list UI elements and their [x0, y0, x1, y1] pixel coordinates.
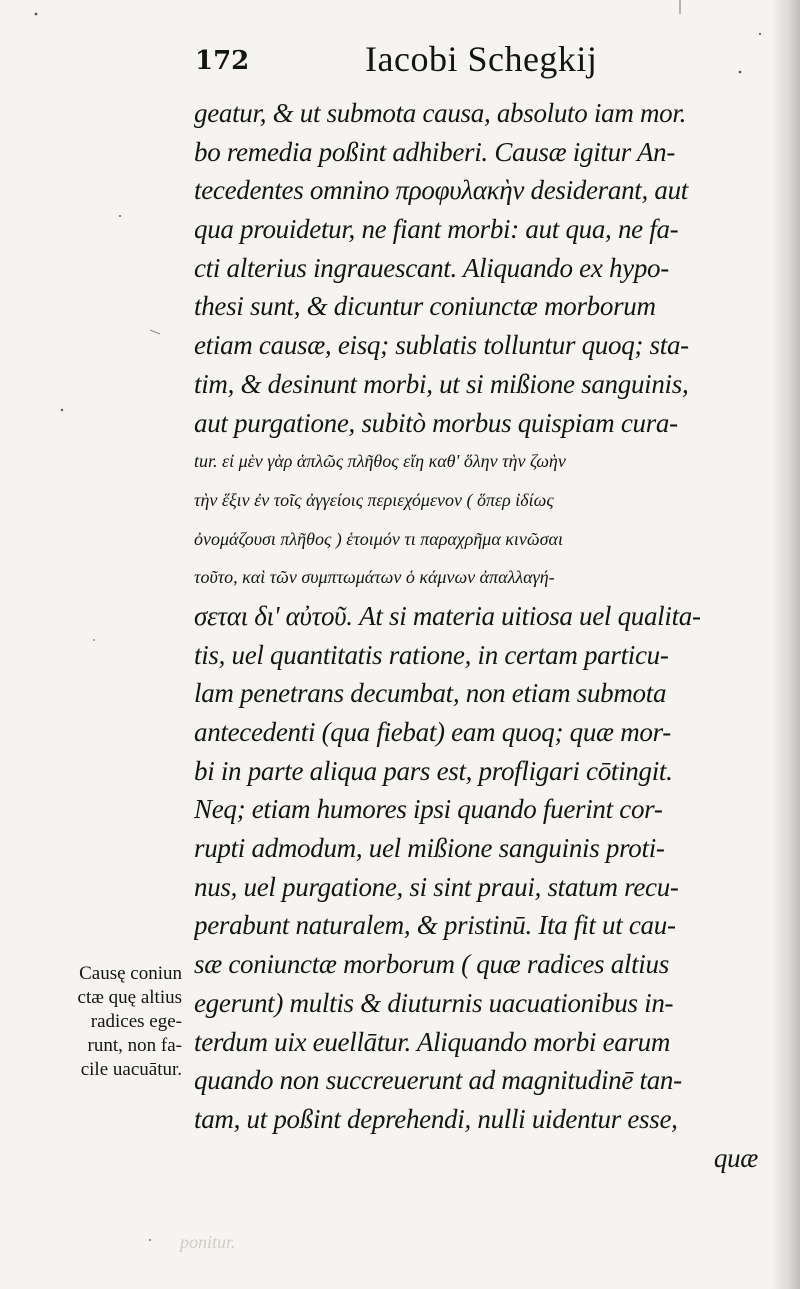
text-line: rupti admodum, uel mißione sanguinis proti-: [194, 833, 665, 864]
text-line: Neq; etiam humores ipsi quando fuerint cor-: [194, 794, 663, 825]
text-line: qua prouidetur, ne fiant morbi: aut qua, ne fa-: [194, 214, 679, 245]
text-line: etiam causæ, eisq; sublatis tolluntur quoq; sta-: [194, 330, 689, 361]
greek-text-line: tur. εἰ μὲν γὰρ ἁπλῶς πλῆθος εἴη καθ' ὅλην τὴν ζωὴν: [194, 451, 566, 472]
marginal-note-line: Causę coniun: [79, 963, 182, 984]
running-head-title: Iacobi Schegkij: [365, 39, 598, 79]
bleed-through-text: ponitur.: [180, 1232, 236, 1252]
text-line: perabunt naturalem, & pristinū. Ita fit ut cau-: [194, 910, 676, 941]
text-line: aut purgatione, subitò morbus quispiam cura-: [194, 407, 678, 438]
text-line: tam, ut poßint deprehendi, nulli uidentur esse,: [194, 1103, 678, 1134]
text-line: sæ coniunctæ morborum ( quæ radices altius: [194, 949, 669, 980]
text-line: quando non succreuerunt ad magnitudinē tan-: [194, 1065, 682, 1096]
text-line: thesi sunt, & dicuntur coniunctæ morborum: [194, 291, 656, 322]
text-line: tis, uel quantitatis ratione, in certam particu-: [194, 639, 669, 670]
text-line: tecedentes omnino προφυλακὴν desiderant, aut: [194, 175, 688, 206]
running-head: [195, 38, 755, 88]
greek-text-line: τοῦτο, καὶ τῶν συμπτωμάτων ὁ κάμνων ἀπαλλαγή-: [194, 567, 555, 588]
main-text-block: [194, 94, 762, 1177]
gutter-shadow: [770, 0, 800, 1289]
greek-text-line: ὀνομάζουσι πλῆθος ) ἑτοιμόν τι παραχρῆμα κινῶσαι: [194, 528, 563, 549]
marginal-note-line: ctæ quę altius: [77, 987, 182, 1008]
text-line: bo remedia poßint adhiberi. Causæ igitur An-: [194, 136, 676, 167]
text-line: bi in parte aliqua pars est, profligari cōtingit.: [194, 755, 673, 786]
marginal-note-line: cile uacuātur.: [80, 1059, 182, 1080]
text-line: antecedenti (qua fiebat) eam quoq; quæ mor-: [194, 717, 671, 747]
text-line: terdum uix euellātur. Aliquando morbi earum: [194, 1026, 671, 1057]
text-line: egerunt) multis & diuturnis uacuationibus in-: [194, 987, 674, 1018]
marginal-note: [30, 962, 182, 1082]
page-number: 172: [195, 46, 250, 76]
text-line: lam penetrans decumbat, non etiam submota: [194, 678, 667, 709]
text-line: tim, & desinunt morbi, ut si mißione sanguinis,: [194, 368, 689, 399]
marginal-note-line: radices ege-: [90, 1011, 182, 1032]
text-line: σεται δι' αὐτοῦ. At si materia uitiosa uel qualita-: [194, 600, 701, 631]
text-line: cti alterius ingrauescant. Aliquando ex hypo-: [194, 252, 669, 283]
greek-text-line: τὴν ἕξιν ἐν τοῖς ἀγγείοις περιεχόμενον ( ὅπερ ἰδίως: [194, 489, 554, 510]
catchword: quæ: [713, 1142, 758, 1173]
marginal-note-line: runt, non fa-: [87, 1035, 182, 1056]
text-line: geatur, & ut submota causa, absoluto iam mor.: [194, 98, 687, 128]
text-line: nus, uel purgatione, si sint praui, statum recu-: [194, 871, 679, 902]
